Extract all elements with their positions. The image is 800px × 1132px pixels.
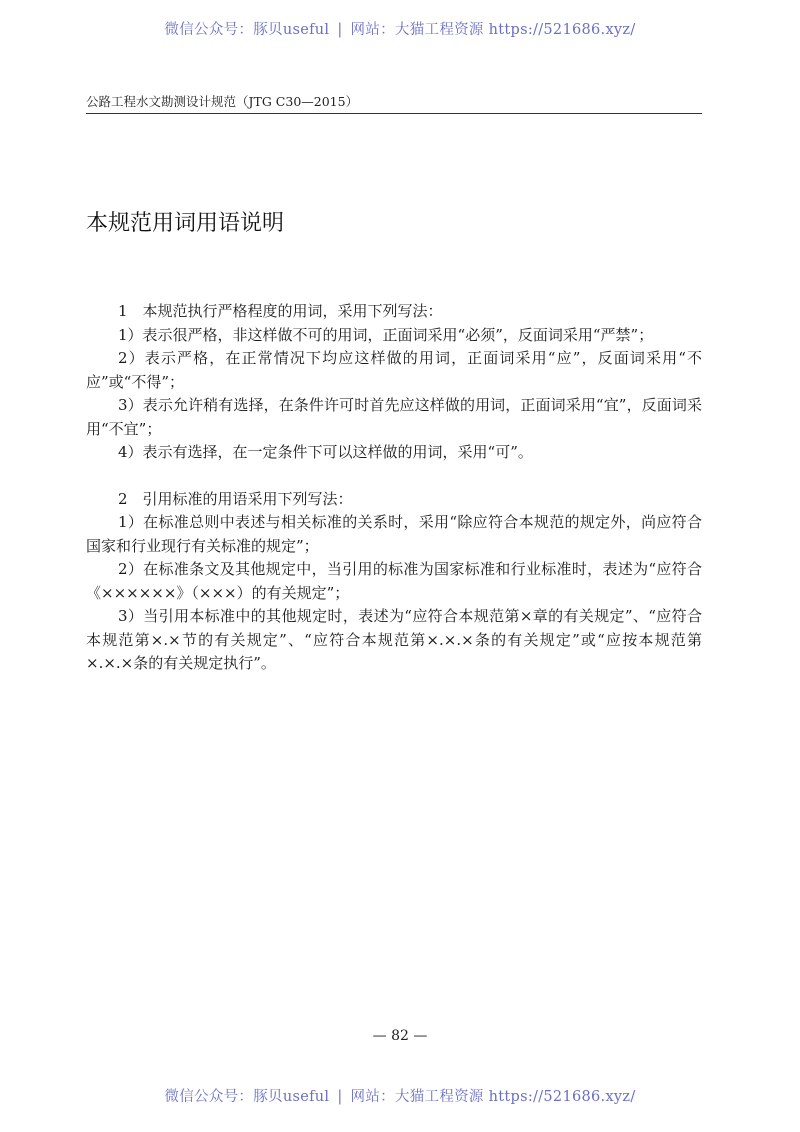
section-gap (86, 465, 702, 488)
page-number: — 82 — (372, 1028, 428, 1044)
watermark-website-text: 网站：大猫工程资源 https://521686.xyz/ (350, 22, 636, 38)
watermark-wechat-text: 微信公众号：豚贝useful (164, 1089, 330, 1105)
document-body (86, 300, 702, 676)
section-2-item-1: 1）在标准总则中表述与相关标准的关系时，采用“除应符合本规范的规定外，尚应符合国家和行业现行有关标准的规定”； (86, 513, 702, 555)
section-1-item-4: 4）表示有选择，在一定条件下可以这样做的用词，采用“可”。 (118, 443, 533, 461)
section-2-heading: 2 引用标准的用语采用下列写法： (118, 489, 353, 508)
section-1-item-2: 2）表示严格，在正常情况下均应这样做的用词，正面词采用“应”，反面词采用“不应”或“不得”； (86, 349, 702, 391)
section-2-item-2: 2）在标准条文及其他规定中，当引用的标准为国家标准和行业标准时，表述为“应符合《××××××》（×××）的有关规定”； (86, 560, 702, 602)
watermark-website-text: 网站：大猫工程资源 https://521686.xyz/ (350, 1089, 636, 1105)
section-1-heading: 1 本规范执行严格程度的用词，采用下列写法： (118, 302, 443, 320)
watermark-bottom (0, 1085, 800, 1106)
section-1-item-3: 3）表示允许稍有选择，在条件许可时首先应这样做的用词，正面词采用“宜”，反面词采用“不宜”； (86, 396, 702, 438)
watermark-wechat-text: 微信公众号：豚贝useful (164, 22, 330, 38)
section-2-item-3: 3）当引用本标准中的其他规定时，表述为“应符合本规范第×章的有关规定”、“应符合本规范第×.×节的有关规定”、“应符合本规范第×.×.×条的有关规定”或“应按本规范第×.×.×条的有关规定执行”。 (86, 607, 702, 672)
watermark-top (0, 18, 800, 39)
section-1-item-1: 1）表示很严格，非这样做不可的用词，正面词采用“必须”，反面词采用“严禁”； (118, 325, 654, 344)
header-divider (86, 113, 702, 114)
watermark-separator: | (337, 22, 343, 38)
watermark-separator: | (337, 1089, 343, 1105)
running-header: 公路工程水文勘测设计规范（JTG C30—2015） (86, 94, 359, 109)
page-title: 本规范用词用语说明 (86, 211, 285, 236)
